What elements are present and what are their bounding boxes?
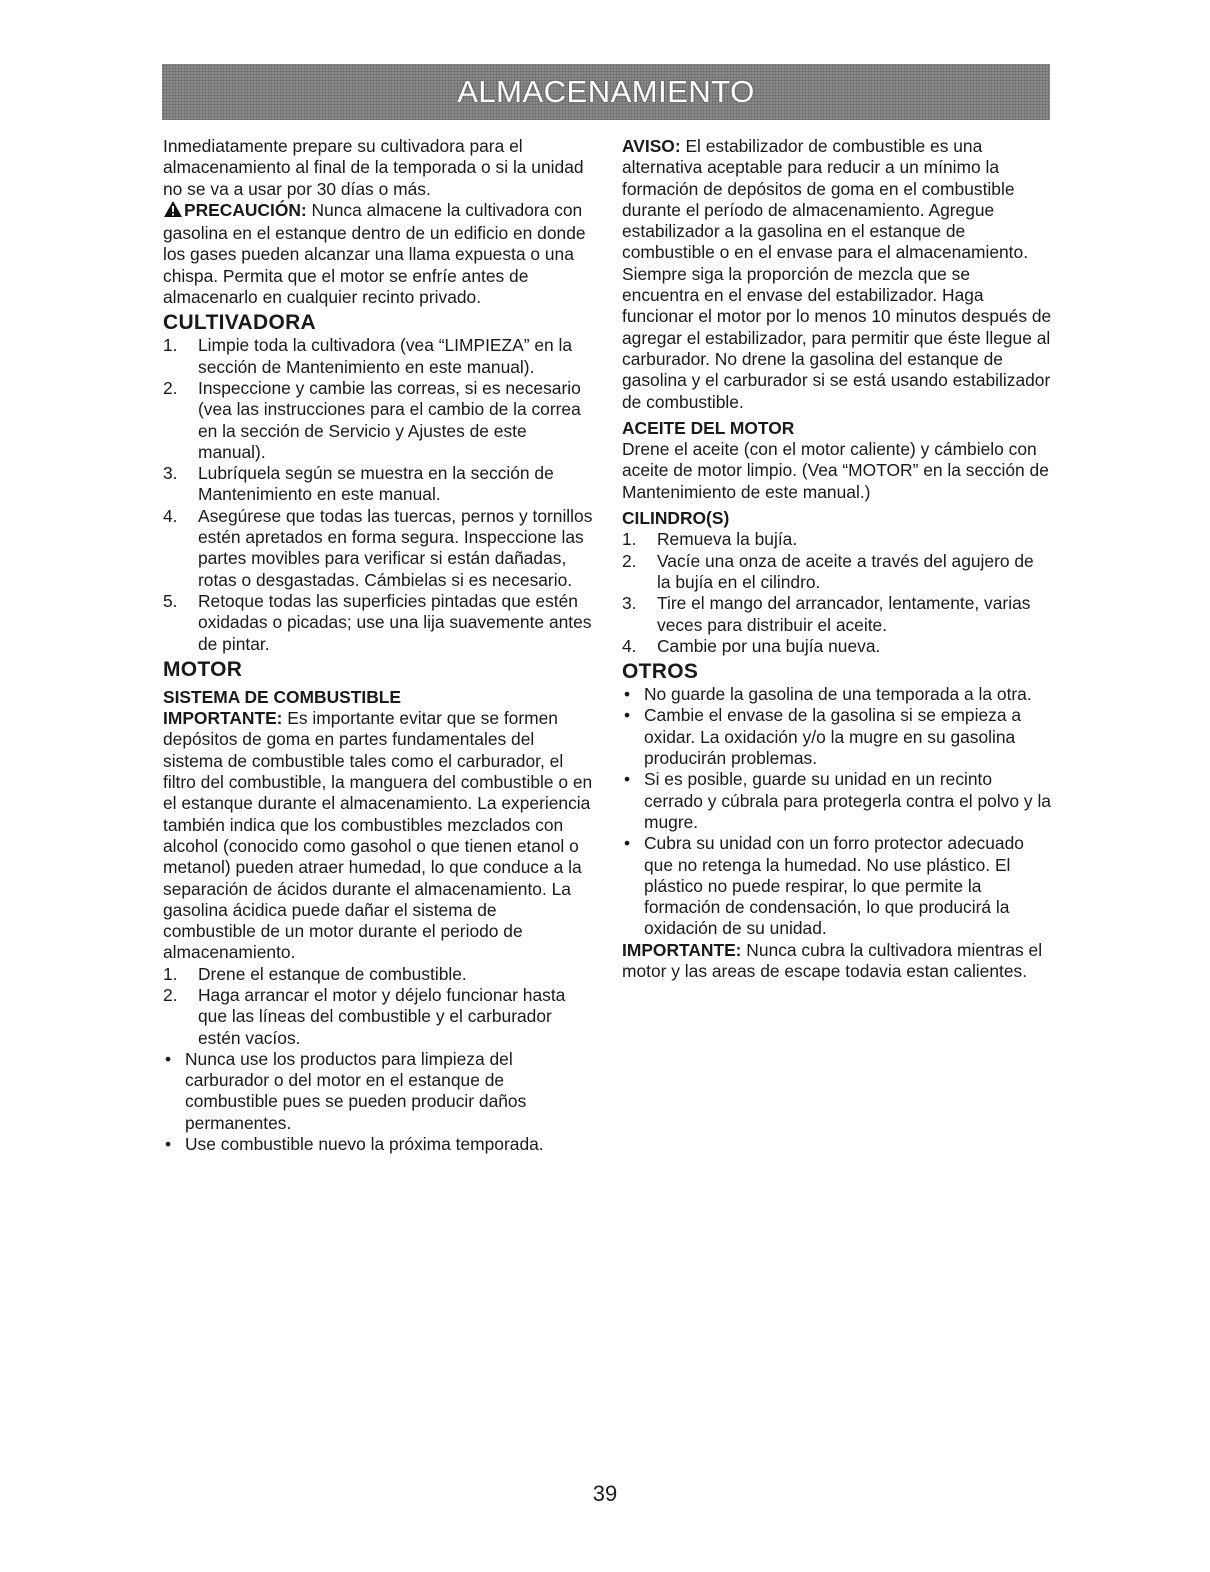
section-title: ALMACENAMIENTO [457,74,755,109]
list-item: 3. Tire el mango del arrancador, lentamente, varias veces para distribuir el aceite. [622,593,1031,635]
aviso-text: El estabilizador de combustible es una alternativa aceptable para reducir a un mínimo la formación de depósitos de goma en el combustible durante el período de almacenamiento. Agregue estabilizador a la gasolina en el estanque de combustible o en el envase para el almacenamiento. Siempre siga la proporción de mezcla que se encuentra en el envase del estabilizador. Haga funcionar el motor por lo menos 10 minutos después de agregar el estabilizador, para permitir que éste llegue al carburador. No drene la gasolina del estanque de gasolina y el carburador si se está usando estabilizador de combustible. [622,136,1052,412]
bullet-icon: • [624,833,631,854]
list-item: 4. Cambie por una bujía nueva. [622,635,881,656]
list-item: 2. Inspeccione y cambie las correas, si es necesario (vea las instrucciones para el cambio de la correa en la sección de Servicio y Ajustes de este manual). [163,377,581,462]
important-label: IMPORTANTE: [622,939,742,960]
caution-label: PRECAUCIÓN: [184,199,307,220]
warning-triangle-icon [163,200,183,223]
bullet-item: • Cambie el envase de la gasolina si se empieza a oxidar. La oxidación y/o la mugre en su gasolina producirán problemas. [624,705,1022,769]
cultivadora-heading: CULTIVADORA [163,311,317,335]
cylinders-list [622,529,1052,657]
list-item: 5. Retoque todas las superficies pintadas que estén oxidadas o picadas; use una lija suavemente antes de pintar. [163,590,592,654]
motor-heading: MOTOR [163,657,243,681]
cultivadora-list [163,335,593,654]
important-text: Es importante evitar que se formen depósitos de goma en partes fundamentales del sistema de combustible tales como el carburador, el filtro del combustible, la manguera del combustible o en el estanque durante el almacenamiento. La experiencia también indica que los combustibles mezclados con alcohol (conocido como gasohol o que tienen etanol o metanol) pueden atraer humedad, lo que conduce a la separación de ácidos durante el almacenamiento. La gasolina ácidica puede dañar el sistema de combustible de un motor durante el periodo de almacenamiento. [163,708,593,963]
fuel-bullets-list [163,1049,593,1155]
section-banner [162,64,1050,120]
list-item: 1. Drene el estanque de combustible. [163,963,467,984]
fuel-system-heading: SISTEMA DE COMBUSTIBLE [163,686,401,707]
list-item: 1. Limpie toda la cultivadora (vea “LIMPIEZA” en la sección de Mantenimiento en este manual). [163,335,573,377]
bullet-icon: • [165,1048,172,1069]
bullet-item: • Si es posible, guarde su unidad en un recinto cerrado y cúbrala para protegerla contra el polvo y la mugre. [624,769,1051,832]
list-item: 2. Vacíe una onza de aceite a través del agujero de la bujía en el cilindro. [622,550,1034,592]
bullet-item: • Cubra su unidad con un forro protector adecuado que no retenga la humedad. No use plástico. El plástico no puede respirar, lo que permite la formación de condensación, lo que producirá la oxidación de su unidad. [624,833,1024,939]
bullet-icon: • [624,705,631,726]
caution-text: Nunca almacene la cultivadora con gasolina en el estanque dentro de un edificio en donde los gases pueden alcanzar una llama expuesta o una chispa. Permita que el motor se enfríe antes de almacenarlo en cualquier recinto privado. [163,199,586,308]
important-label: IMPORTANTE: [163,708,283,729]
bullet-icon: • [624,769,631,790]
intro-paragraph: Inmediatamente prepare su cultivadora para el almacenamiento al final de la temporada o si la unidad no se va a usar por 30 días o más. [163,136,584,199]
aviso-label: AVISO: [622,136,681,156]
bullet-item: • Nunca use los productos para limpieza del carburador o del motor en el estanque de combustible pues se pueden producir daños permanentes. [165,1048,527,1133]
cover-important-paragraph [622,940,1052,983]
fuel-steps-list [163,964,593,1049]
right-column [622,136,1052,982]
important-text: Nunca cubra la cultivadora mientras el motor y las areas de escape todavia estan calientes. [622,939,1043,981]
bullet-icon: • [624,684,631,705]
engine-oil-heading: ACEITE DEL MOTOR [622,417,795,438]
list-item: 3. Lubríquela según se muestra en la sección de Mantenimiento en este manual. [163,463,554,505]
bullet-item: • Use combustible nuevo la próxima temporada. [165,1134,544,1155]
bullet-icon: • [165,1134,172,1155]
engine-oil-paragraph: Drene el aceite (con el motor caliente) y cámbielo con aceite de motor limpio. (Vea “MOTOR” en la sección de Mantenimiento de este manual.) [622,439,1049,502]
page-number: 39 [592,1481,618,1506]
aviso-paragraph [622,136,1052,413]
list-item: 1. Remueva la bujía. [622,529,798,550]
bullet-item: • No guarde la gasolina de una temporada a la otra. [624,684,1032,705]
otros-heading: OTROS [622,660,699,684]
list-item: 4. Asegúrese que todas las tuercas, pernos y tornillos estén apretados en forma segura. Inspeccione las partes movibles para verificar si están dañadas, rotas o desgastadas. Cámbielas si es necesario. [163,505,593,590]
fuel-important-paragraph [163,708,593,964]
otros-list [622,684,1052,940]
left-column [163,136,593,1155]
list-item: 2. Haga arrancar el motor y déjelo funcionar hasta que las líneas del combustible y el carburador estén vacíos. [163,984,566,1048]
cylinders-heading: CILINDRO(S) [622,508,730,529]
caution-paragraph [163,200,593,308]
